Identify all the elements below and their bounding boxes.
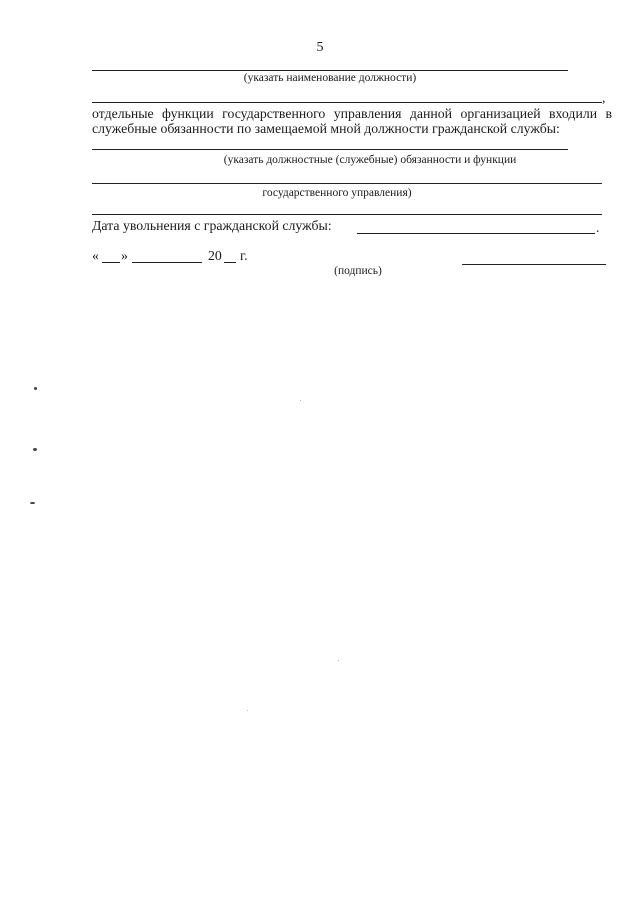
date-suffix: г.	[240, 248, 248, 263]
page-number: 5	[316, 40, 324, 55]
date-month-field[interactable]	[132, 262, 202, 263]
date-year-field[interactable]	[224, 262, 236, 263]
duties-caption-line2: государственного управления)	[262, 187, 412, 199]
scan-speck	[33, 448, 37, 451]
date-day-field[interactable]	[102, 262, 120, 263]
date-open-quote: «	[92, 248, 99, 263]
duties-line-3[interactable]	[92, 214, 602, 215]
line-trailing-comma: ,	[602, 90, 606, 105]
date-close-quote: »	[121, 248, 128, 263]
scan-speck	[34, 387, 37, 390]
scan-speck	[338, 660, 339, 661]
duties-caption-line1: (указать должностные (служебные) обязанности и функции	[223, 154, 517, 166]
functions-text-line2: служебные обязанности по замещаемой мной должности гражданской службы:	[92, 121, 560, 136]
duties-line-2[interactable]	[92, 183, 602, 184]
dismissal-date-end: .	[596, 220, 600, 235]
signature-field[interactable]	[462, 264, 606, 265]
scan-speck	[30, 502, 35, 504]
dismissal-date-label: Дата увольнения с гражданской службы:	[92, 218, 332, 233]
duties-line-1[interactable]	[92, 149, 568, 150]
scan-speck	[247, 710, 248, 711]
position-name-caption: (указать наименование должности)	[243, 72, 417, 84]
dismissal-date-field[interactable]	[357, 233, 595, 234]
functions-text-line1: отдельные функции государственного управления данной организацией входили в	[92, 106, 612, 121]
position-continuation-line[interactable]	[92, 102, 602, 103]
position-name-line[interactable]	[92, 70, 568, 71]
date-year-prefix: 20	[208, 248, 222, 263]
scan-speck	[300, 400, 301, 401]
signature-caption: (подпись)	[334, 265, 382, 277]
